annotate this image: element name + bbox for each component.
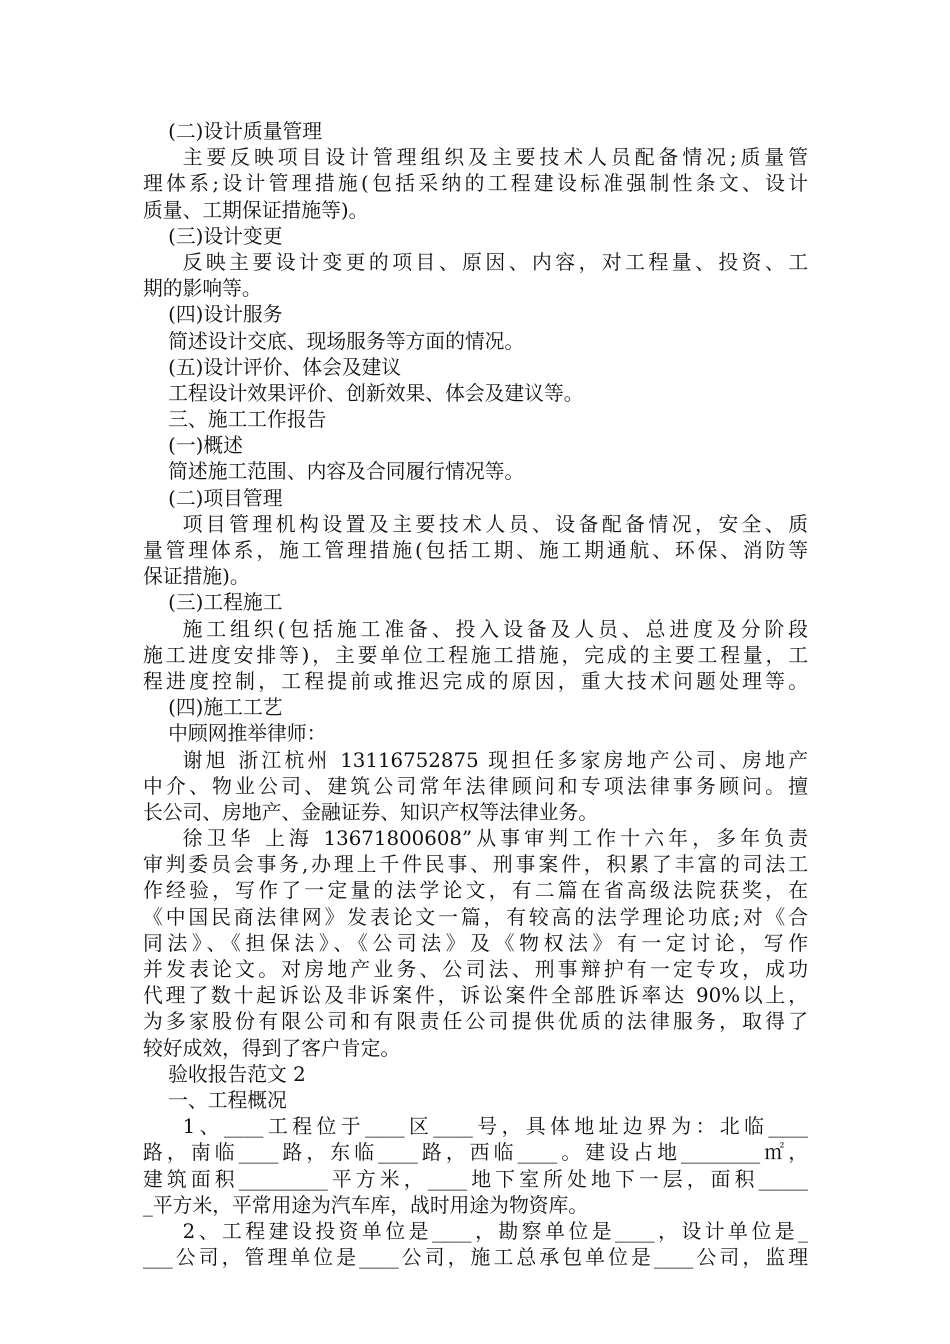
text-line: 中顾网推举律师： bbox=[143, 722, 327, 746]
text-line: 中介、物业公司、建筑公司常年法律顾问和专项法律事务顾问。擅 bbox=[143, 774, 808, 798]
text-line: 1、____工程位于____区____号，具体地址边界为：北临____ bbox=[182, 1115, 808, 1139]
text-line: ___公司，管理单位是____公司，施工总承包单位是____公司，监理 bbox=[143, 1246, 808, 1270]
text-line: 工程设计效果评价、创新效果、体会及建议等。 bbox=[143, 381, 584, 405]
text-line: 理体系;设计管理措施(包括采纳的工程建设标准强制性条文、设计 bbox=[143, 172, 808, 196]
text-line: 路，南临____路，东临____路，西临____。建设占地________㎡， bbox=[143, 1141, 808, 1165]
text-line: 作经验，写作了一定量的法学论文，有二篇在省高级法院获奖，在 bbox=[143, 879, 808, 903]
text-line: 质量、工期保证措施等)。 bbox=[143, 198, 369, 222]
text-line: 徐卫华 上海 13671800608”从事审判工作十六年，多年负责 bbox=[182, 827, 808, 851]
text-line: (二)项目管理 bbox=[143, 486, 283, 510]
text-line: (三)工程施工 bbox=[143, 591, 283, 615]
text-line: 三、施工工作报告 bbox=[143, 408, 327, 432]
text-line: 反映主要设计变更的项目、原因、内容，对工程量、投资、工 bbox=[182, 250, 808, 274]
text-line: 施工组织(包括施工准备、投入设备及人员、总进度及分阶段 bbox=[182, 617, 808, 641]
text-line: 施工进度安排等)，主要单位工程施工措施，完成的主要工程量，工 bbox=[143, 643, 808, 667]
text-line: (三)设计变更 bbox=[143, 224, 283, 248]
text-line: _平方米，平常用途为汽车库，战时用途为物资库。 bbox=[143, 1193, 589, 1217]
text-line: 量管理体系，施工管理措施(包括工期、施工期通航、环保、消防等 bbox=[143, 539, 808, 562]
text-line: 简述设计交底、现场服务等方面的情况。 bbox=[143, 329, 525, 353]
text-line: 谢旭 浙江杭州 13116752875 现担任多家房地产公司、房地产 bbox=[182, 748, 808, 772]
text-line: 代理了数十起诉讼及非诉案件，诉讼案件全部胜诉率达 90%以上， bbox=[143, 984, 808, 1008]
text-line: 《中国民商法律网》发表论文一篇，有较高的法学理论功底;对《合 bbox=[143, 905, 808, 929]
document-page bbox=[143, 119, 808, 1271]
text-line: (四)施工工艺 bbox=[143, 696, 283, 720]
text-line: (一)概述 bbox=[143, 434, 243, 458]
text-line: 建筑面积_________平方米，____地下室所处地下一层，面积_____ bbox=[143, 1167, 808, 1191]
text-line: 为多家股份有限公司和有限责任公司提供优质的法律服务，取得了 bbox=[143, 1010, 808, 1034]
text-line: 程进度控制，工程提前或推迟完成的原因，重大技术问题处理等。 bbox=[143, 669, 808, 693]
text-line: (四)设计服务 bbox=[143, 303, 283, 327]
text-line: 长公司、房地产、金融证券、知识产权等法律业务。 bbox=[143, 800, 598, 824]
text-line: 保证措施)。 bbox=[143, 565, 250, 589]
text-line: (二)设计质量管理 bbox=[143, 120, 323, 143]
text-line: 较好成效，得到了客户肯定。 bbox=[143, 1036, 401, 1060]
text-line: 一、工程概况 bbox=[143, 1088, 287, 1112]
text-line: 主要反映项目设计管理组织及主要技术人员配备情况;质量管 bbox=[182, 146, 808, 170]
text-line: 并发表论文。对房地产业务、公司法、刑事辩护有一定专攻，成功 bbox=[143, 958, 808, 981]
text-line: 期的影响等。 bbox=[143, 277, 262, 301]
text-line: 项目管理机构设置及主要技术人员、设备配备情况，安全、质 bbox=[182, 512, 808, 536]
text-line: (五)设计评价、体会及建议 bbox=[143, 355, 402, 379]
text-line: 审判委员会事务,办理上千件民事、刑事案件，积累了丰富的司法工 bbox=[143, 853, 808, 877]
text-line: 同法》、《担保法》、《公司法》及《物权法》有一定讨论，写作 bbox=[143, 931, 808, 955]
text-line: 2、工程建设投资单位是____，勘察单位是____，设计单位是_ bbox=[182, 1219, 808, 1243]
text-line: 简述施工范围、内容及合同履行情况等。 bbox=[143, 460, 525, 484]
text-line: 验收报告范文 2 bbox=[143, 1062, 306, 1086]
